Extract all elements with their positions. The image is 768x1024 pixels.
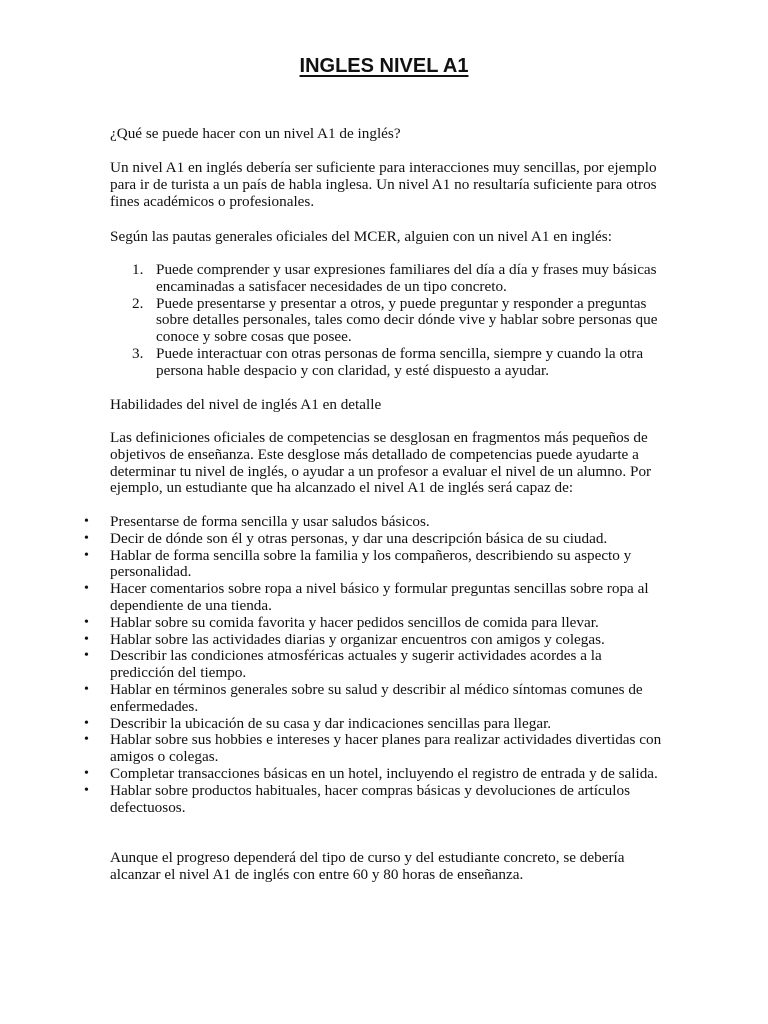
numbered-item (110, 346, 662, 380)
numbered-item (110, 296, 662, 346)
list-item (0, 648, 662, 682)
item-number: 3. (132, 344, 144, 362)
bullet-icon: • (84, 581, 89, 597)
list-item-text: Decir de dónde son él y otras personas, y dar una descripción básica de su ciudad. (110, 529, 608, 547)
item-text: Puede comprender y usar expresiones familiares del día a día y frases muy básicas encaminadas a satisfacer necesidades de un tipo concreto. (156, 261, 657, 295)
section-heading: Habilidades del nivel de inglés A1 en detalle (110, 396, 382, 413)
list-item (0, 615, 662, 632)
mcer-lead-paragraph: Según las pautas generales oficiales del MCER, alguien con un nivel A1 en inglés: (110, 228, 612, 245)
bullet-icon: • (84, 530, 89, 546)
list-item-text: Hacer comentarios sobre ropa a nivel básico y formular preguntas sencillas sobre ropa al dependiente de una tienda. (110, 580, 649, 614)
bullet-icon: • (84, 631, 89, 647)
intro-paragraph: Un nivel A1 en inglés debería ser suficiente para interacciones muy sencillas, por ejemplo para ir de turista a un país de habla inglesa. Un nivel A1 no resultaría suficiente para otros fines académicos o profesionales. (110, 159, 657, 210)
numbered-list (110, 262, 662, 380)
item-number: 1. (132, 261, 144, 278)
bullet-icon: • (84, 715, 89, 731)
list-item-text: Hablar sobre las actividades diarias y organizar encuentros con amigos y colegas. (110, 630, 605, 648)
list-item-text: Hablar sobre sus hobbies e intereses y hacer planes para realizar actividades divertidas con amigos o colegas. (110, 731, 662, 766)
bullet-icon: • (84, 782, 89, 798)
bullet-icon: • (84, 547, 89, 563)
list-item (0, 766, 662, 783)
conclusion-paragraph: Aunque el progreso dependerá del tipo de curso y del estudiante concreto, se debería alcanzar el nivel A1 de inglés con entre 60 y 80 horas de enseñanza. (110, 849, 625, 883)
list-item (0, 716, 662, 733)
bullet-icon: • (84, 514, 89, 529)
list-item-text: Hablar en términos generales sobre su salud y describir al médico síntomas comunes de enfermedades. (110, 680, 643, 715)
list-item-text: Hablar de forma sencilla sobre la familia y los compañeros, describiendo su aspecto y personalidad. (110, 546, 632, 581)
list-item (0, 514, 662, 531)
list-item (0, 581, 662, 615)
bullet-icon: • (84, 732, 89, 748)
bullet-icon: • (84, 765, 89, 781)
numbered-item (110, 262, 662, 296)
list-item (0, 783, 662, 817)
list-item-text: Hablar sobre su comida favorita y hacer pedidos sencillos de comida para llevar. (110, 613, 599, 631)
list-item-text: Describir las condiciones atmosféricas actuales y sugerir actividades acordes a la predicción del tiempo. (110, 647, 602, 682)
bullet-icon: • (84, 648, 89, 664)
definitions-paragraph: Las definiciones oficiales de competencias se desglosan en fragmentos más pequeños de objetivos de enseñanza. Este desglose más detallado de competencias puede ayudarte a determinar tu nivel de inglés, o ayudar a un profesor a evaluar el nivel de un alumno. Por ejemplo, un estudiante que ha alcanzado el nivel A1 de inglés será capaz de: (110, 429, 652, 497)
list-item-text: Presentarse de forma sencilla y usar saludos básicos. (110, 513, 430, 530)
list-item-text: Describir la ubicación de su casa y dar indicaciones sencillas para llegar. (110, 714, 552, 732)
list-item (0, 682, 662, 716)
bullet-list (0, 514, 768, 816)
bullet-icon: • (84, 614, 89, 630)
list-item-text: Hablar sobre productos habituales, hacer compras básicas y devoluciones de artículos defectuosos. (110, 781, 630, 816)
item-text: Puede interactuar con otras personas de forma sencilla, siempre y cuando la otra persona hable despacio y con claridad, y esté dispuesto a ayudar. (156, 344, 644, 379)
list-item (0, 548, 662, 582)
list-item-text: Completar transacciones básicas en un hotel, incluyendo el registro de entrada y de salida. (110, 764, 658, 782)
question-paragraph: ¿Qué se puede hacer con un nivel A1 de inglés? (110, 125, 401, 142)
document-title: INGLES NIVEL A1 (299, 55, 469, 77)
item-text: Puede presentarse y presentar a otros, y puede preguntar y responder a preguntas sobre detalles personales, tales como decir dónde vive y hablar sobre personas que conoce y sobre cosas que posee. (156, 294, 658, 346)
list-item (0, 732, 662, 766)
item-number: 2. (132, 294, 144, 312)
list-item (0, 632, 662, 649)
list-item (0, 531, 662, 548)
bullet-icon: • (84, 681, 89, 697)
